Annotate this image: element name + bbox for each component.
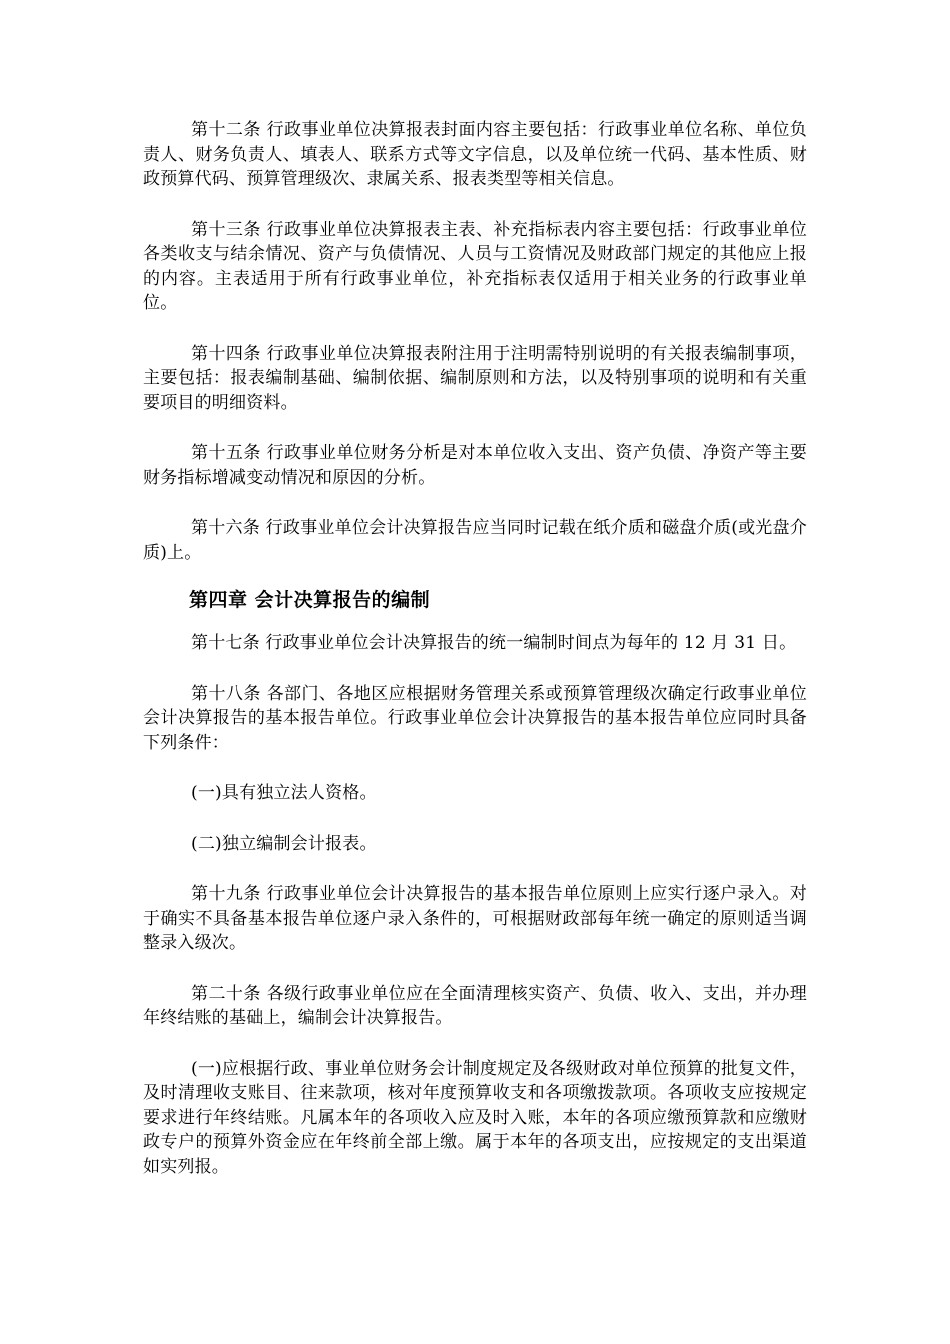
article-12: 第十二条 行政事业单位决算报表封面内容主要包括：行政事业单位名称、单位负责人、财务负责人、填表人、联系方式等文字信息，以及单位统一代码、基本性质、财政预算代码、预算管理级次、隶属关系、报表类型等相关信息。 bbox=[143, 120, 807, 189]
article-15: 第十五条 行政事业单位财务分析是对本单位收入支出、资产负债、净资产等主要财务指标增减变动情况和原因的分析。 bbox=[143, 443, 807, 488]
article-17: 第十七条 行政事业单位会计决算报告的统一编制时间点为每年的 12 月 31 日。 bbox=[191, 633, 797, 653]
article-13: 第十三条 行政事业单位决算报表主表、补充指标表内容主要包括：行政事业单位各类收支与结余情况、资产与负债情况、人员与工资情况及财政部门规定的其他应上报的内容。主表适用于所有行政事业单位，补充指标表仅适用于相关业务的行政事业单位。 bbox=[143, 219, 807, 313]
article-18-item-2: (二)独立编制会计报表。 bbox=[191, 833, 377, 854]
chapter-heading: 第四章 会计决算报告的编制 bbox=[189, 589, 431, 611]
article-18: 第十八条 各部门、各地区应根据财务管理关系或预算管理级次确定行政事业单位会计决算报告的基本报告单位。行政事业单位会计决算报告的基本报告单位应同时具备下列条件： bbox=[143, 683, 807, 753]
document-page bbox=[143, 118, 807, 1205]
article-20-item-1: (一)应根据行政、事业单位财务会计制度规定及各级财政对单位预算的批复文件，及时清理收支账目、往来款项，核对年度预算收支和各项缴拨款项。各项收支应按规定要求进行年终结账。凡属本年的各项收入应及时入账，本年的各项应缴预算款和应缴财政专户的预算外资金应在年终前全部上缴。属于本年的各项支出，应按规定的支出渠道如实列报。 bbox=[143, 1058, 807, 1177]
article-18-item-1: (一)具有独立法人资格。 bbox=[191, 783, 377, 803]
article-20: 第二十条 各级行政事业单位应在全面清理核实资产、负债、收入、支出，并办理年终结账的基础上，编制会计决算报告。 bbox=[143, 983, 807, 1028]
article-14: 第十四条 行政事业单位决算报表附注用于注明需特别说明的有关报表编制事项，主要包括：报表编制基础、编制依据、编制原则和方法，以及特别事项的说明和有关重要项目的明细资料。 bbox=[143, 343, 807, 413]
article-16: 第十六条 行政事业单位会计决算报告应当同时记载在纸介质和磁盘介质(或光盘介质)上。 bbox=[143, 518, 807, 563]
article-19: 第十九条 行政事业单位会计决算报告的基本报告单位原则上应实行逐户录入。对于确实不具备基本报告单位逐户录入条件的，可根据财政部每年统一确定的原则适当调整录入级次。 bbox=[143, 884, 807, 953]
